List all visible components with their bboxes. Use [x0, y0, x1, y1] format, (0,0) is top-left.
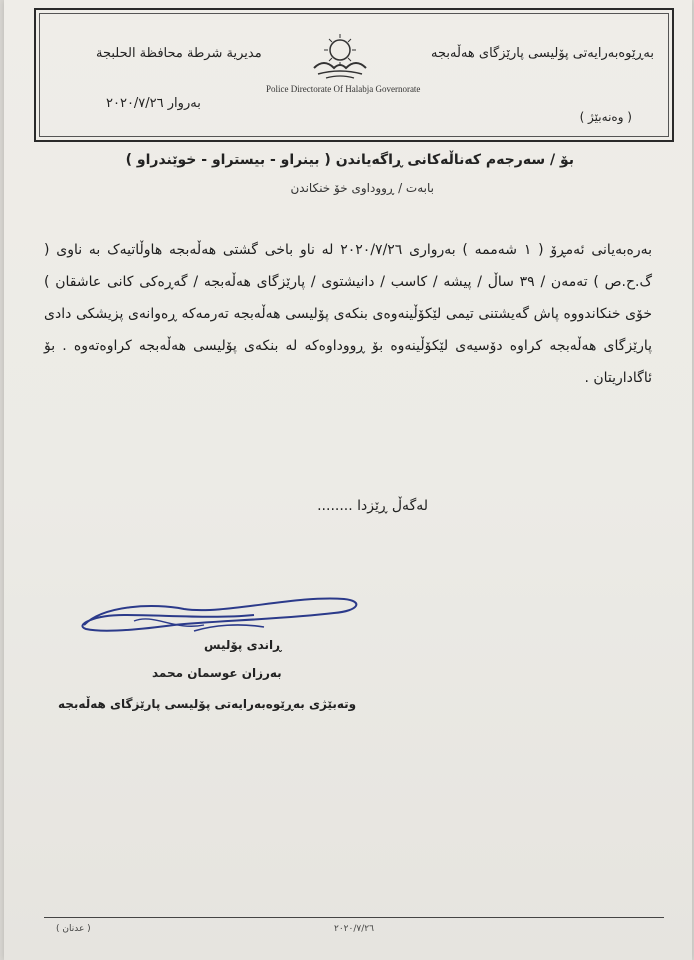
closing-regards: لەگەڵ ڕێزدا ........: [317, 498, 428, 514]
directorate-english: Police Directorate Of Halabja Governorate: [266, 84, 421, 94]
subject-line: بابەت / ڕووداوی خۆ خنکاندن: [290, 181, 434, 195]
copy-label: ( وەنەبێژ ): [579, 110, 632, 124]
letter-body: بەرەبەیانی ئەمڕۆ ( ١ شەممە ) بەرواری ٢٠٢٠/٧/٢٦ لە ناو باخی گشتی هەڵەبجە هاوڵاتیەک بە ناوی ( گ.ح.ص ) تەمەن / ٣٩ ساڵ / پیشە / کاسب / دانیشتوی / پارێزگای هەڵەبجە / گەڕەکی کانی عاشقان ) خۆی خنکاندووە پاش گەیشتنی تیمی لێکۆڵینەوەی بنکەی پۆلیسی هەڵەبجە تەرمەکە ڕەوانەی پزیشکی دادی پارێزگای هەڵەبجە کراوە دۆسیەی لێکۆڵینەوە بۆ ڕووداوەکە لە بنکەی پۆلیسی هەڵەبجە کراوەتەوە . بۆ ئاگاداریتان .: [44, 242, 652, 386]
footer-divider: [44, 917, 664, 918]
directorate-arabic: مديرية شرطة محافظة الحلبجة: [96, 46, 262, 61]
directorate-kurdish: بەڕێوەبەرایەتی پۆلیسی پارێزگای هەڵەبجە: [431, 46, 654, 61]
signatory-name: بەرزان عوسمان محمد: [152, 666, 282, 680]
footer-typist: ( عدنان ): [56, 924, 91, 934]
signatory-department: وتەبێژی بەڕێوەبەرایەتی پۆلیسی پارێزگای هەڵەبجە: [58, 697, 357, 711]
addressee-line: بۆ / سەرجەم کەناڵەکانی ڕاگەیاندن ( بینراو - بیستراو - خوێندراو ): [125, 152, 574, 168]
letter-date: بەروار ٢٠٢٠/٧/٢٦: [106, 96, 201, 111]
document-page: [4, 0, 692, 960]
letterhead-box: [34, 8, 674, 142]
footer-date: ٢٠٢٠/٧/٢٦: [334, 924, 374, 934]
signatory-rank: ڕاندی پۆلیس: [204, 638, 282, 652]
kurdistan-emblem-icon: [304, 28, 376, 88]
